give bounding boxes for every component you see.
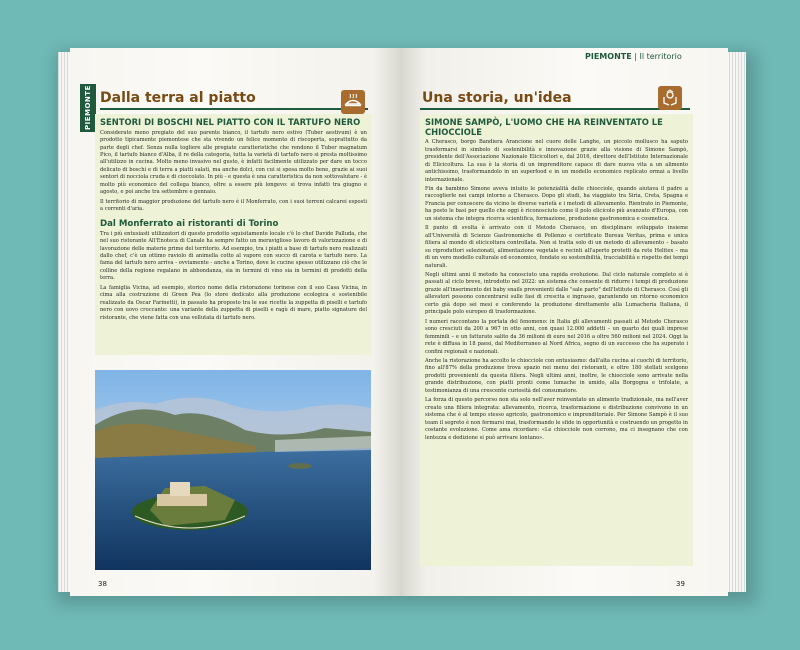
page-edges-right (726, 52, 746, 592)
left-subtitle-2: Dal Monferrato ai ristoranti di Torino (100, 218, 279, 229)
lake-island-photo (95, 370, 371, 570)
left-text-box (95, 114, 372, 355)
hands-icon (658, 86, 682, 110)
left-paragraph: Tra i più entusiasti utilizzatori di questo prodotto squisitamente locale c'è lo chef Davide Palluda, che nel suo ristorante All'Enoteca di Canale ha sempre fatto un meraviglioso lavoro di valorizzazione e di lavorazione delle materie prime del territorio. Ad esempio, tra i piatti a base di tartufo nero realizzati dallo chef, c'è un ottimo raviolo di animella cotto al vapore con succo di carota e tartufo nero. La fama del tartufo nero arriva - ovviamente - anche a Torino, dove le cucine spesso utilizzano ciò che le colline della regione regalano in abbondanza, sia in termini di vino sia in termini di prodotti della terra. (100, 230, 367, 282)
region-tab: PIEMONTE (80, 84, 96, 132)
running-header-section: Il territorio (639, 52, 682, 61)
left-title-rule (100, 108, 368, 110)
left-subtitle: SENTORI DI BOSCHI NEL PIATTO CON IL TARTUFO NERO (100, 117, 361, 127)
right-paragraph: A Cherasco, borgo Bandiera Arancione nel cuore delle Langhe, un piccolo mollusco ha saputo trasformarsi in simbolo di sostenibilità e innovazione grazie alla visione di Simone Sampò, presidente dell'Associazione Nazionale Elicicoltori e, dal 2016, direttore dell'Istituto Internazionale di Elicicoltura. La sua è la storia di un imprenditore capace di dare nuova vita a un alimento antichissimo, trasformandolo in un superfood e in un modello economico replicato ormai a livello internazionale. (425, 139, 688, 183)
running-header: PIEMONTE | Il territorio (585, 52, 682, 61)
right-text-box (420, 114, 693, 566)
page-number-left: 38 (98, 580, 107, 588)
left-page-title: Dalla terra al piatto (100, 90, 256, 106)
right-subtitle: SIMONE SAMPÒ, L'UOMO CHE HA REINVENTATO LE CHIOCCIOLE (425, 117, 663, 137)
left-paragraph: Il territorio di maggior produzione del tartufo nero è il Monferrato, con i suoi terreni calcarei esposti a correnti d'aria. (100, 198, 367, 213)
left-paragraph: La famiglia Vicina, ad esempio, storico nome della ristorazione torinese con il suo Casa Vicina, in cima alla costruzione di Green Pea (lo store dedicato alla produzione ecologica e sostenibile realizzato da Oscar Farinetti), in passato ha proposto tra le sue ricette la zuppetta di piselli e tartufo nero con uovo croccante: una variante della zuppetta di piselli e ragù di mare, piatto signature del ristorante, che viene fatta con una vellutata di tartufo nero. (100, 284, 367, 321)
page-number-right: 39 (676, 580, 685, 588)
right-paragraph: Anche la ristorazione ha accolto le chiocciole con entusiasmo: dall'alta cucina ai cuochi di territorio, fino all'87% della produzione trova spazio nei menu dei ristoranti, e oltre 180 stellati scelgono prodotti provenienti da questa filiera. Negli ultimi anni, inoltre, le chiocciole sono arrivate nella grande distribuzione, con piatti pronti come lumache in umido, alla Borgogna e trifolate, a testimonianza di una crescente curiosità del consumatore. (425, 358, 688, 394)
right-paragraph: Fin da bambino Simone aveva intuito le potenzialità delle chiocciole, quando aiutava il padre a raccoglierle nei campi intorno a Cherasco. Dopo gli studi, ha viaggiato tra Siria, Creta, Spagna e Francia per conoscere da vicino le diverse varietà e i metodi di allevamento. Rientrato in Piemonte, ha posto le basi per quello che oggi è riconosciuto come il polo elicicolo più avanzato d'Europa, con un sistema che integra ricerca scientifica, formazione, produzione gastronomica e cosmetica. (425, 186, 688, 222)
right-title-rule (420, 108, 690, 110)
right-paragraph: La forza di questo percorso non sta solo nell'aver reinventato un alimento tradizionale, ma nell'aver creato una filiera integrata: allevamento, ricerca, trasformazione e distribuzione convivono in un sistema che è al tempo stesso agricolo, gastronomico e imprenditoriale. Per Simone Sampò è il suo team il segreto è non fermarsi mai, trasformando le sfide in opportunità e costruendo un progetto in costante evoluzione. Come ama ricordare: «Le chiocciole non corrono, ma ci insegnano che con lentezza e dedizione si può arrivare lontano». (425, 397, 688, 441)
dish-icon (341, 90, 365, 114)
running-header-region: PIEMONTE (585, 52, 632, 61)
left-paragraph: Considerato meno pregiato del suo parente bianco, il tartufo nero estivo (Tuber aestivum) è un prodotto tipicamente piemontese che sta vivendo un felice momento di riscoperta, soprattutto da parte degli chef. Senza nulla togliere alle pregiate caratteristiche che rendono il Tuber magnatum Pico, il tartufo bianco d'Alba, il re della categoria, tutta la varietà di tartufo nero si presta moltissimo all'utilizzo in cucina. Molto meno invasivo nel gusto, è infatti facilmente utilizzato per dare un tocco delicato di boschi e di terra a piatti salati, ma anche dolci, con cui si sposa molto bene, grazie ai suoi sentori di nocciola cruda e di cioccolato. In più - e questa è una caratteristica da non sottovalutare - è molto più economico del collega bianco, oltre a essere più longevo: si trova infatti tra giugno e agosto, e poi anche tra settembre e gennaio. (100, 129, 367, 196)
right-paragraph: I numeri raccontano la portata del fenomeno: in Italia gli allevamenti passati al Metodo Cherasco sono cresciuti da 200 a 967 in otto anni, con quasi 12.000 addetti – un quarto dei quali imprese femminili – e un fatturato salito da 36 milioni di euro nel 2016 a oltre 560 milioni nel 2024. Oggi la rete è diffusa in 18 paesi, dal Mediterraneo al Nord Africa, segno di un successo che ha superato i confini regionali e nazionali. (425, 318, 688, 355)
right-page-title: Una storia, un'idea (422, 90, 572, 106)
right-paragraph: Negli ultimi anni il metodo ha conosciuto una rapida evoluzione. Dal ciclo naturale completo si è passati al ciclo breve, introdotto nel 2022: un sistema che consente di ridurre i tempi di produzione grazie all'inserimento dei baby snails provenienti dalle "sale parto" dell'Istituto di Cherasco. Così gli allevatori possono concentrarsi sulle fasi di crescita e ingrasso, garantendo un ritorno economico certo già dopo sei mesi e conferendo la produzione direttamente alla Lumacheria Italiana, il principale polo europeo di trasformazione. (425, 272, 688, 316)
right-paragraph: Il punto di svolta è arrivato con il Metodo Cherasco, un disciplinare sviluppato insieme all'Università di Scienze Gastronomiche di Pollenzo e certificato Bureau Veritas, prima e unica filiera al mondo di elicicoltura controllata. Non si tratta solo di un metodo di allevamento – basato su riproduttori selezionati, alimentazione vegetale e recinti all'aperto protetti da rete Helitex – ma di un vero modello culturale ed economico, fondato su sostenibilità, tracciabilità e rispetto dei tempi naturali. (425, 225, 688, 269)
